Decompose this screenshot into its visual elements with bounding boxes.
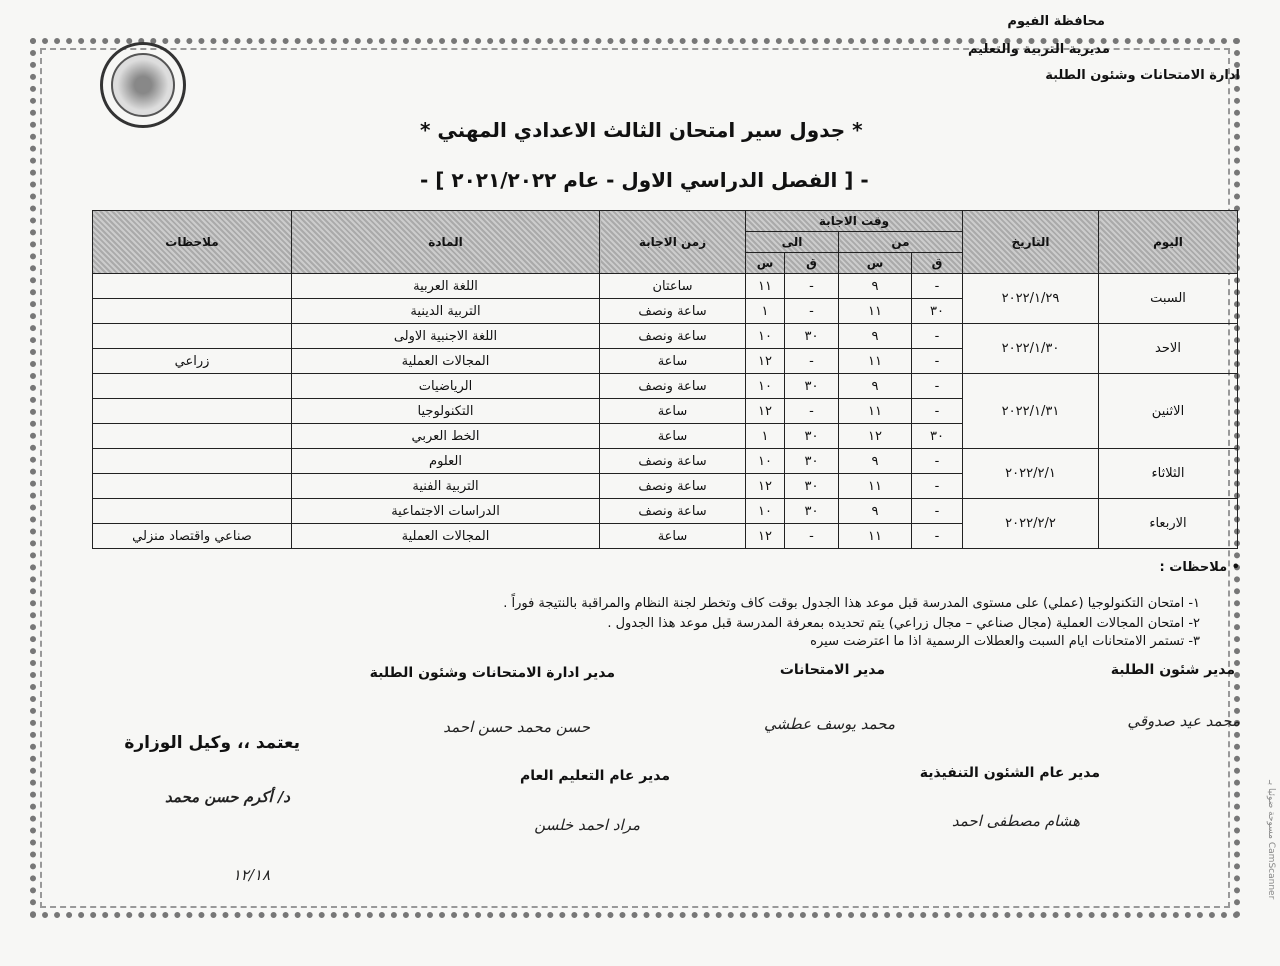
- signature-name-general-education: مراد احمد خلسن: [534, 816, 640, 834]
- table-row: [93, 499, 1238, 524]
- signature-name-executive: هشام مصطفى احمد: [951, 812, 1080, 830]
- to-hour-cell: ١٠: [746, 374, 785, 399]
- from-minute-cell: ٣٠: [912, 299, 963, 324]
- signature-role-executive: مدير عام الشئون التنفيذية: [919, 765, 1100, 781]
- from-minute-cell: -: [912, 399, 963, 424]
- col-to: الى: [746, 232, 839, 253]
- col-duration: زمن الاجابة: [600, 211, 746, 274]
- from-hour-cell: ٩: [839, 374, 912, 399]
- note-cell: [93, 324, 292, 349]
- note-cell: [93, 499, 292, 524]
- to-minute-cell: -: [785, 524, 839, 549]
- header-governorate: محافظة الفيوم: [1007, 14, 1105, 29]
- to-minute-cell: -: [785, 274, 839, 299]
- to-minute-cell: ٣٠: [785, 424, 839, 449]
- subject-cell: الرياضيات: [292, 374, 600, 399]
- date-cell: ٢٠٢٢/١/٣١: [963, 374, 1099, 449]
- duration-cell: ساعة ونصف: [600, 449, 746, 474]
- note-item-3: ٣- تستمر الامتحانات ايام السبت والعطلات الرسمية اذا ما اعترضت سيره: [810, 634, 1200, 649]
- note-cell: [93, 449, 292, 474]
- subject-cell: التربية الدينية: [292, 299, 600, 324]
- duration-cell: ساعة ونصف: [600, 474, 746, 499]
- note-cell: [93, 424, 292, 449]
- subject-cell: الخط العربي: [292, 424, 600, 449]
- col-to-hour: س: [746, 253, 785, 274]
- col-day: اليوم: [1099, 211, 1238, 274]
- document-title: * جدول سير امتحان الثالث الاعدادي المهني *: [420, 118, 863, 142]
- duration-cell: ساعة: [600, 349, 746, 374]
- from-hour-cell: ١١: [839, 399, 912, 424]
- to-hour-cell: ١٢: [746, 474, 785, 499]
- to-hour-cell: ١: [746, 299, 785, 324]
- date-cell: ٢٠٢٢/١/٣٠: [963, 324, 1099, 374]
- signature-name-exams: محمد يوسف عطشي: [764, 715, 895, 733]
- from-minute-cell: -: [912, 349, 963, 374]
- signature-name-exams-admin: حسن محمد حسن احمد: [443, 718, 590, 736]
- col-to-min: ق: [785, 253, 839, 274]
- duration-cell: ساعتان: [600, 274, 746, 299]
- to-hour-cell: ١٠: [746, 449, 785, 474]
- subject-cell: اللغة العربية: [292, 274, 600, 299]
- from-hour-cell: ٩: [839, 499, 912, 524]
- signature-role-exams: مدير الامتحانات: [779, 662, 885, 678]
- to-minute-cell: -: [785, 299, 839, 324]
- col-from-hour: س: [839, 253, 912, 274]
- table-row: [93, 374, 1238, 399]
- from-minute-cell: -: [912, 524, 963, 549]
- subject-cell: التربية الفنية: [292, 474, 600, 499]
- to-hour-cell: ١: [746, 424, 785, 449]
- day-cell: السبت: [1099, 274, 1238, 324]
- col-time: وقت الاجابة: [746, 211, 963, 232]
- day-cell: الاربعاء: [1099, 499, 1238, 549]
- note-item-2: ٢- امتحان المجالات العملية (مجال صناعي – مجال زراعي) يتم تحديده بمعرفة المدرسة قبل موعد هذا الجدول .: [607, 616, 1200, 631]
- to-minute-cell: ٣٠: [785, 324, 839, 349]
- subject-cell: التكنولوجيا: [292, 399, 600, 424]
- col-date: التاريخ: [963, 211, 1099, 274]
- table-row: [93, 449, 1238, 474]
- to-minute-cell: ٣٠: [785, 474, 839, 499]
- subject-cell: اللغة الاجنبية الاولى: [292, 324, 600, 349]
- subject-cell: المجالات العملية: [292, 349, 600, 374]
- col-notes: ملاحظات: [93, 211, 292, 274]
- to-minute-cell: -: [785, 349, 839, 374]
- header-department: ادارة الامتحانات وشئون الطلبة: [1045, 68, 1240, 83]
- exam-schedule-table: [92, 210, 1238, 549]
- date-cell: ٢٠٢٢/١/٢٩: [963, 274, 1099, 324]
- from-minute-cell: ٣٠: [912, 424, 963, 449]
- to-minute-cell: ٣٠: [785, 449, 839, 474]
- header-directorate: مديرية التربية والتعليم: [967, 42, 1110, 57]
- to-minute-cell: -: [785, 399, 839, 424]
- signature-date: ١٢/١٨: [232, 866, 270, 884]
- to-hour-cell: ١٠: [746, 499, 785, 524]
- from-hour-cell: ١١: [839, 524, 912, 549]
- day-cell: الاحد: [1099, 324, 1238, 374]
- to-hour-cell: ١٢: [746, 399, 785, 424]
- table-row: [93, 324, 1238, 349]
- from-minute-cell: -: [912, 449, 963, 474]
- duration-cell: ساعة: [600, 524, 746, 549]
- from-minute-cell: -: [912, 499, 963, 524]
- to-hour-cell: ١٢: [746, 524, 785, 549]
- col-subject: المادة: [292, 211, 600, 274]
- notes-title: • ملاحظات :: [1159, 560, 1240, 575]
- duration-cell: ساعة ونصف: [600, 299, 746, 324]
- signature-role-student-affairs: مدير شئون الطلبة: [1110, 662, 1235, 678]
- from-hour-cell: ٩: [839, 274, 912, 299]
- from-hour-cell: ١١: [839, 474, 912, 499]
- subject-cell: المجالات العملية: [292, 524, 600, 549]
- note-cell: [93, 299, 292, 324]
- to-hour-cell: ١١: [746, 274, 785, 299]
- col-from-min: ق: [912, 253, 963, 274]
- from-minute-cell: -: [912, 374, 963, 399]
- note-item-1: ١- امتحان التكنولوجيا (عملي) على مستوى المدرسة قبل موعد هذا الجدول بوقت كاف وتخطر لجنة النظام والمراقبة بالنتيجة فوراً .: [503, 596, 1200, 611]
- to-minute-cell: ٣٠: [785, 499, 839, 524]
- date-cell: ٢٠٢٢/٢/٢: [963, 499, 1099, 549]
- from-minute-cell: -: [912, 274, 963, 299]
- to-minute-cell: ٣٠: [785, 374, 839, 399]
- subject-cell: الدراسات الاجتماعية: [292, 499, 600, 524]
- duration-cell: ساعة: [600, 399, 746, 424]
- signature-role-undersecretary: يعتمد ،، وكيل الوزارة: [124, 733, 300, 753]
- duration-cell: ساعة ونصف: [600, 374, 746, 399]
- from-hour-cell: ١٢: [839, 424, 912, 449]
- day-cell: الثلاثاء: [1099, 449, 1238, 499]
- note-cell: [93, 274, 292, 299]
- day-cell: الاثنين: [1099, 374, 1238, 449]
- duration-cell: ساعة ونصف: [600, 499, 746, 524]
- signature-role-exams-admin: مدير ادارة الامتحانات وشئون الطلبة: [369, 665, 615, 681]
- signature-role-general-education: مدير عام التعليم العام: [520, 768, 670, 784]
- signature-name-undersecretary: د/ أكرم حسن محمد: [164, 788, 290, 806]
- note-cell: زراعي: [93, 349, 292, 374]
- signature-name-student-affairs: محمد عيد صدوقي: [1127, 712, 1240, 730]
- note-cell: صناعي واقتصاد منزلي: [93, 524, 292, 549]
- scanner-watermark: CamScanner مسوحة ضوئيا بـ: [1266, 780, 1276, 900]
- subject-cell: العلوم: [292, 449, 600, 474]
- ministry-seal-logo: [100, 42, 186, 128]
- date-cell: ٢٠٢٢/٢/١: [963, 449, 1099, 499]
- from-hour-cell: ٩: [839, 324, 912, 349]
- from-hour-cell: ١١: [839, 349, 912, 374]
- to-hour-cell: ١٠: [746, 324, 785, 349]
- duration-cell: ساعة: [600, 424, 746, 449]
- from-hour-cell: ٩: [839, 449, 912, 474]
- from-hour-cell: ١١: [839, 299, 912, 324]
- document-subtitle: - [ الفصل الدراسي الاول - عام ٢٠٢١/٢٠٢٢ ] -: [420, 168, 869, 192]
- note-cell: [93, 374, 292, 399]
- to-hour-cell: ١٢: [746, 349, 785, 374]
- note-cell: [93, 474, 292, 499]
- from-minute-cell: -: [912, 474, 963, 499]
- table-row: [93, 274, 1238, 299]
- col-from: من: [839, 232, 963, 253]
- duration-cell: ساعة ونصف: [600, 324, 746, 349]
- from-minute-cell: -: [912, 324, 963, 349]
- note-cell: [93, 399, 292, 424]
